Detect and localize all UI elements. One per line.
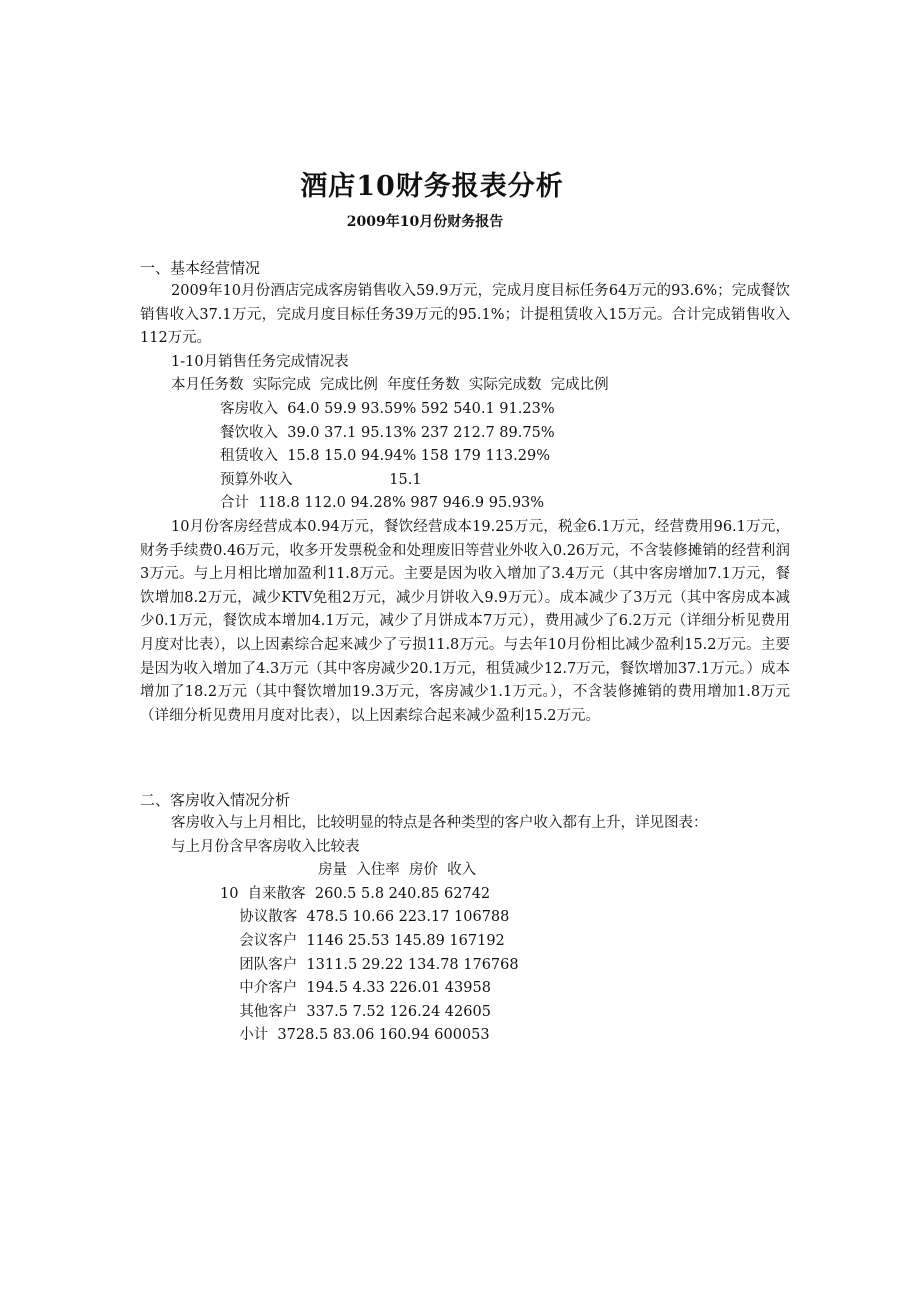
section1-intro-paragraph: 2009年10月份酒店完成客房销售收入59.9万元，完成月度目标任务64万元的93.6%；完成餐饮销售收入37.1万元，完成月度目标任务39万元的95.1%；计提租赁收入15万元。合计完成销售收入112万元。	[140, 283, 790, 347]
sales-table-title: 1-10月销售任务完成情况表	[171, 353, 349, 370]
room-table-row: 会议客户 1146 25.53 145.89 167192	[230, 932, 505, 949]
room-table-row: 10 自来散客 260.5 5.8 240.85 62742	[220, 885, 491, 902]
section-room-revenue	[140, 788, 790, 1048]
sales-table-row: 客房收入 64.0 59.9 93.59% 592 540.1 91.23%	[220, 400, 555, 417]
document-title: 酒店10财务报表分析	[300, 171, 564, 202]
room-table-header: 房量 入住率 房价 收入	[318, 862, 477, 879]
room-table-row: 团队客户 1311.5 29.22 134.78 176768	[230, 956, 519, 973]
room-table-row: 协议散客 478.5 10.66 223.17 106788	[230, 909, 510, 926]
section2-intro: 客房收入与上月相比，比较明显的特点是各种类型的客户收入都有上升，详见图表：	[171, 815, 708, 831]
section1-heading: 一、基本经营情况	[140, 259, 261, 277]
room-table-row: 小计 3728.5 83.06 160.94 600053	[230, 1027, 490, 1044]
sales-table-row: 租赁收入 15.8 15.0 94.94% 158 179 113.29%	[220, 448, 550, 465]
section2-heading: 二、客房收入情况分析	[140, 791, 291, 809]
sales-table-row: 合计 118.8 112.0 94.28% 987 946.9 95.93%	[220, 495, 545, 512]
room-table-row: 中介客户 194.5 4.33 226.01 43958	[230, 980, 491, 997]
room-table-row: 其他客户 337.5 7.52 126.24 42605	[230, 1003, 491, 1020]
section1-analysis-paragraph: 10月份客房经营成本0.94万元，餐饮经营成本19.25万元，税金6.1万元，经营费用96.1万元，财务手续费0.46万元，收多开发票税金和处理废旧等营业外收入0.26万元，不含装修摊销的经营利润3万元。与上月相比增加盈利11.8万元。主要是因为收入增加了3.4万元（其中客房增加7.1万元，餐饮增加8.2万元，减少KTV免租2万元，减少月饼收入9.9万元）。成本减少了3万元（其中客房成本减少0.1万元，餐饮成本增加4.1万元，减少了月饼成本7万元），费用减少了6.2万元（详细分析见费用月度对比表），以上因素综合起来减少了亏损11.8万元。与去年10月份相比减少盈利15.2万元。主要是因为收入增加了4.3万元（其中客房减少20.1万元，租赁减少12.7万元，餐饮增加37.1万元。）成本增加了18.2万元（其中餐饮增加19.3万元，客房减少1.1万元。），不含装修摊销的费用增加1.8万元（详细分析见费用月度对比表），以上因素综合起来减少盈利15.2万元。	[140, 518, 790, 724]
document-subtitle: 2009年10月份财务报告	[346, 214, 504, 230]
room-table-title: 与上月份含早客房收入比较表	[171, 838, 360, 855]
sales-table-row: 预算外收入 15.1	[220, 471, 422, 488]
sales-table-header: 本月任务数 实际完成 完成比例 年度任务数 实际完成数 完成比例	[171, 377, 609, 394]
section-basic-operations	[140, 256, 790, 728]
sales-table-row: 餐饮收入 39.0 37.1 95.13% 237 212.7 89.75%	[220, 424, 555, 441]
